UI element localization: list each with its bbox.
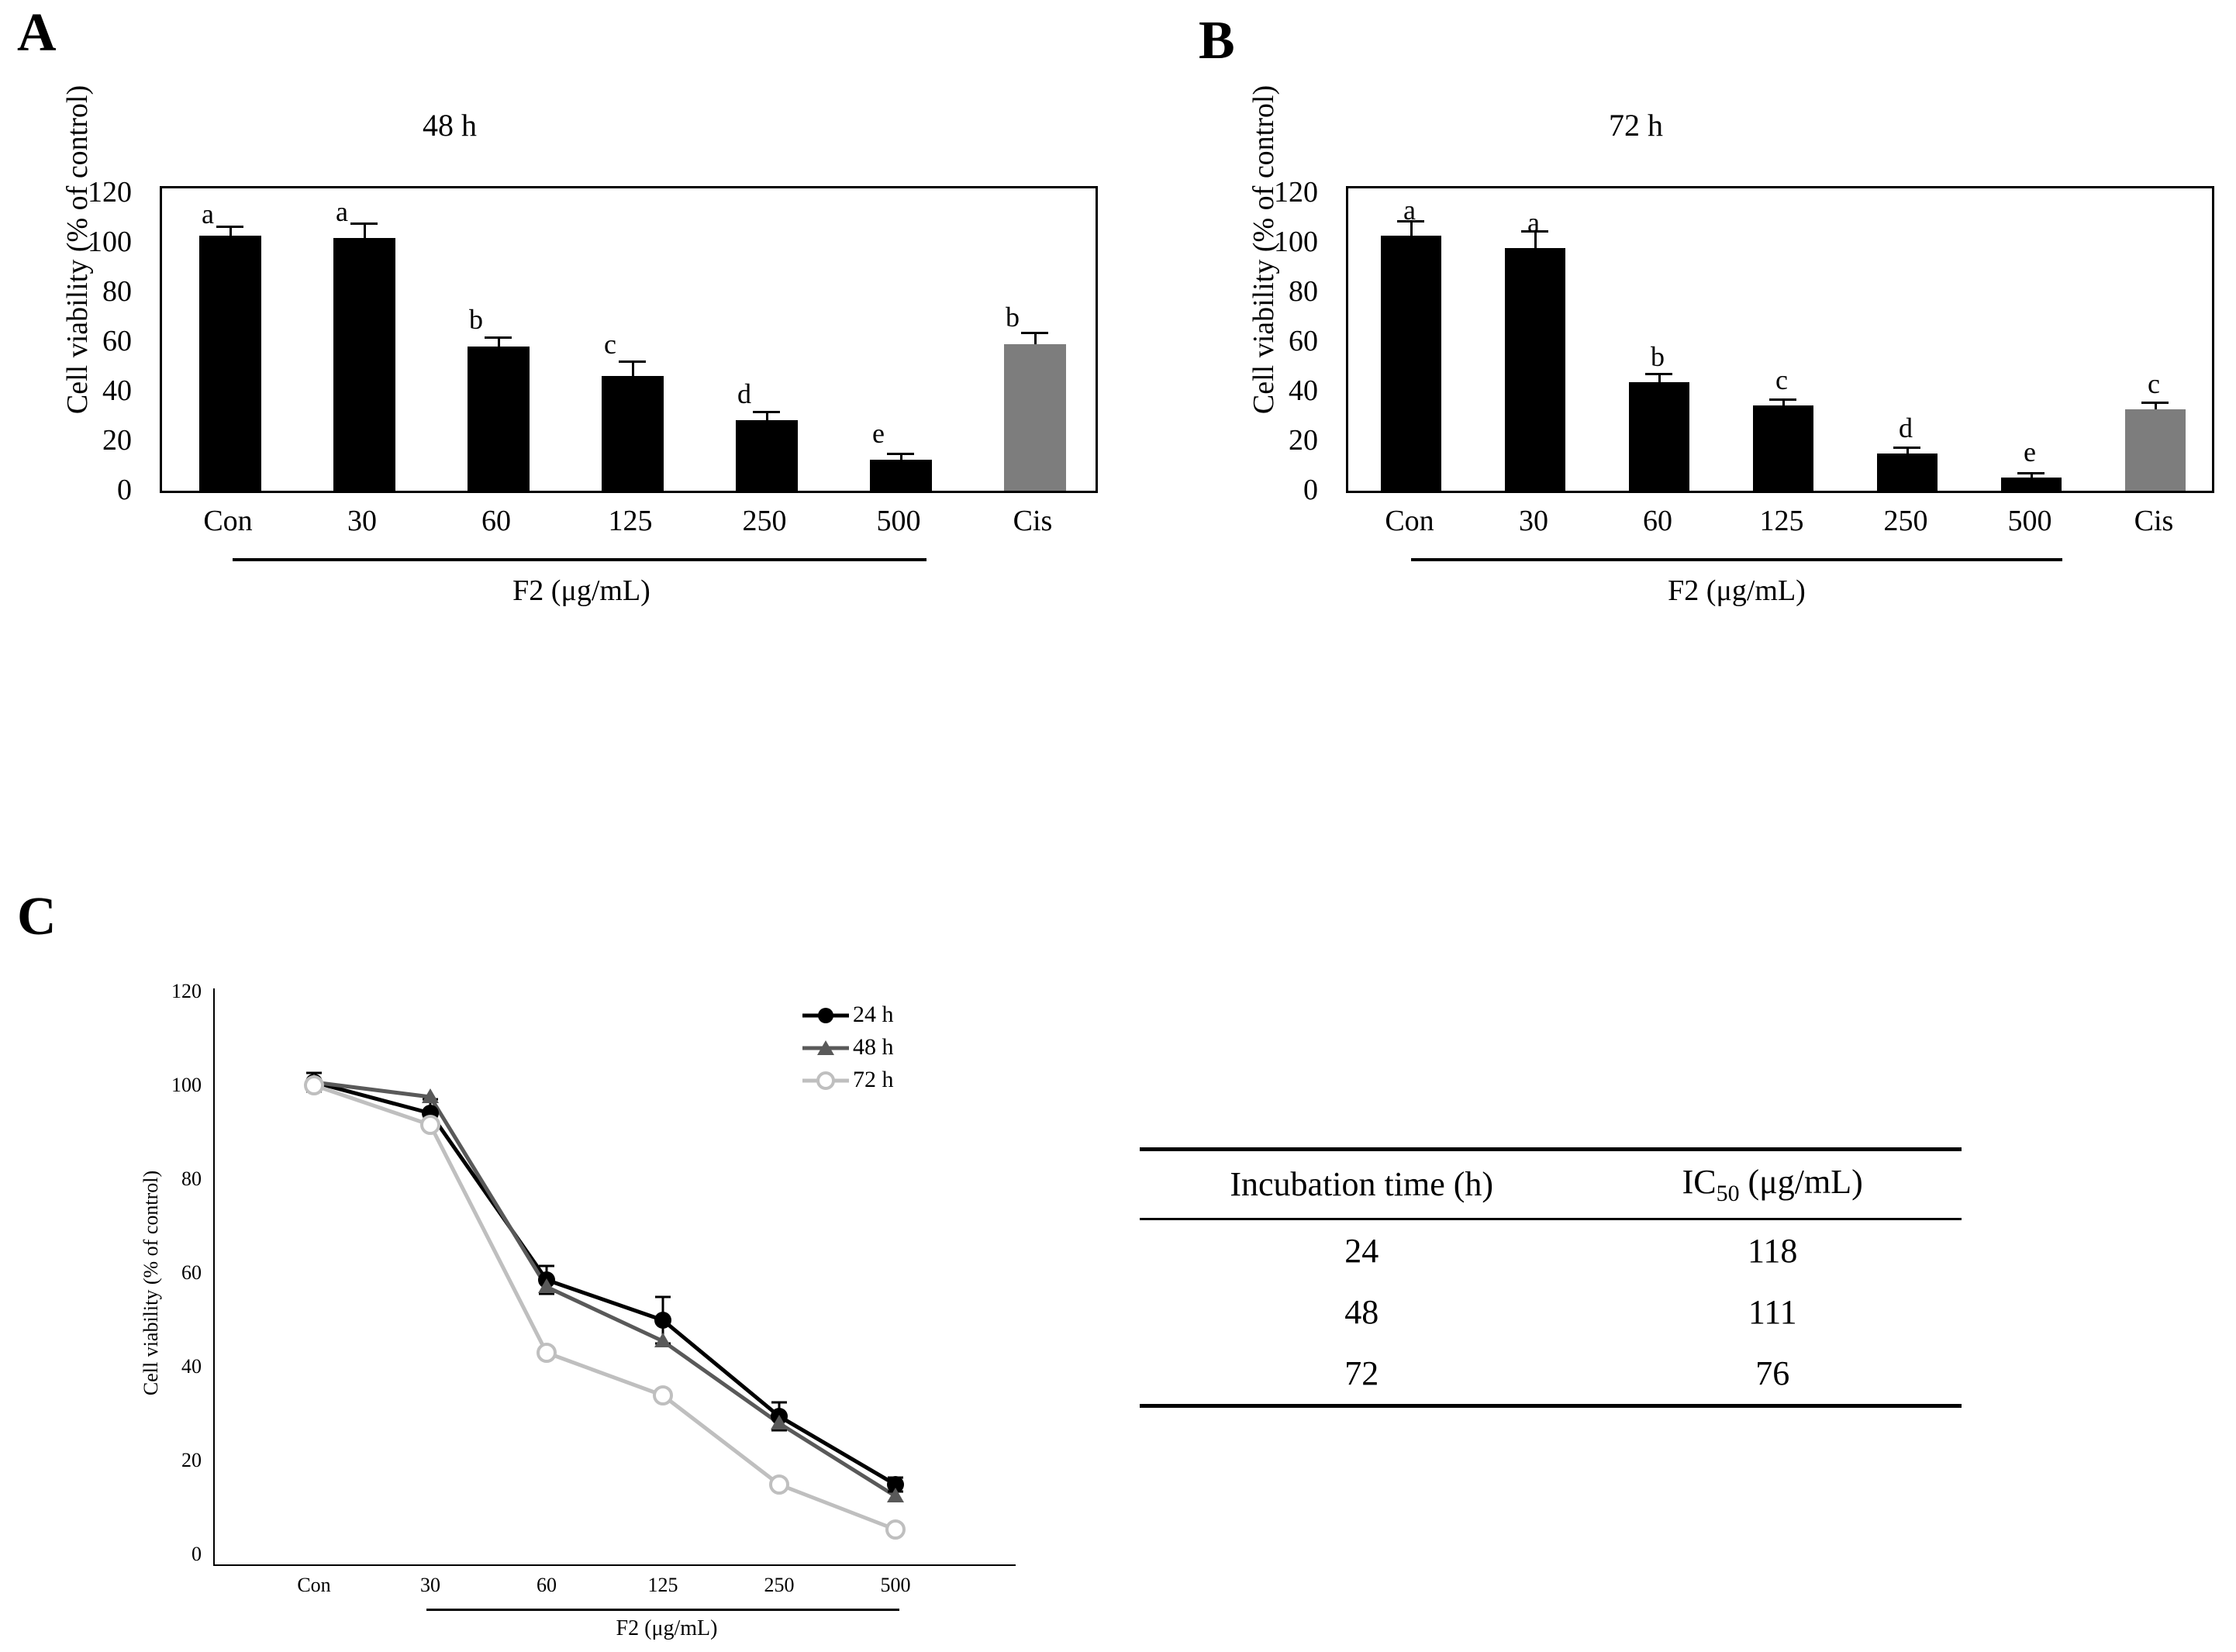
panel-a-err-cis — [1034, 334, 1037, 344]
table-cell-time-72: 72 — [1344, 1354, 1379, 1392]
panel-c-cat-60: 60 — [537, 1574, 557, 1596]
panel-a-sig-125: c — [604, 329, 616, 360]
panel-a-sig-30: a — [336, 196, 348, 227]
panel-c-group-bracket — [426, 1609, 899, 1611]
panel-b-sig-60: b — [1651, 341, 1665, 372]
panel-b-errcap-125 — [1769, 398, 1796, 401]
panel-b-bar-cis — [2125, 409, 2186, 491]
panel-c-ytick-120: 120 — [171, 980, 202, 1002]
panel-b-bar-con — [1381, 236, 1441, 491]
panel-b-sig-con: a — [1403, 195, 1416, 226]
panel-b-err-60 — [1658, 375, 1661, 382]
panel-c-cat-125: 125 — [647, 1574, 678, 1596]
panel-c-legend-48h: 48 h — [853, 1034, 894, 1060]
panel-a-errcap-500 — [887, 453, 914, 455]
panel-c-group-label: F2 (μg/mL) — [616, 1616, 718, 1640]
panel-b-sig-cis: c — [2148, 368, 2160, 399]
table-cell-ic50-72: 76 — [1755, 1354, 1790, 1392]
panel-a-errcap-125 — [619, 360, 646, 363]
table-row — [1140, 1343, 1962, 1406]
panel-a-bar-60 — [468, 347, 530, 491]
panel-b-cat-500: 500 — [2007, 505, 2052, 537]
panel-b-cat-250: 250 — [1883, 505, 1928, 537]
panel-c-ytick-80: 80 — [181, 1167, 202, 1190]
panel-a-ytick-60: 60 — [102, 325, 132, 357]
panel-c-cat-con: Con — [297, 1574, 331, 1596]
panel-a-y-axis-label: Cell viability (% of control) — [61, 84, 94, 415]
panel-c-legend-72h: 72 h — [853, 1067, 894, 1092]
table-header-ic50 — [1583, 1150, 1962, 1219]
panel-a-group-bracket — [233, 558, 926, 561]
panel-b-errcap-500 — [2017, 472, 2044, 474]
panel-a-err-250 — [766, 413, 768, 420]
panel-a-bar-250 — [736, 420, 798, 491]
panel-b-ytick-20: 20 — [1289, 424, 1318, 457]
panel-c-line-plot — [213, 988, 1020, 1570]
panel-a-errcap-250 — [753, 411, 780, 413]
panel-a-cat-500: 500 — [876, 505, 921, 537]
panel-b-cat-60: 60 — [1643, 505, 1672, 537]
ic50-units: (μg/mL) — [1739, 1163, 1863, 1201]
panel-a-ytick-40: 40 — [102, 374, 132, 407]
panel-b-cat-30: 30 — [1519, 505, 1548, 537]
panel-c-ytick-0: 0 — [192, 1543, 202, 1565]
table-cell-ic50-48: 111 — [1748, 1292, 1797, 1331]
panel-b-errcap-cis — [2141, 402, 2169, 404]
panel-a-sig-500: e — [872, 418, 885, 449]
table-cell-time-48: 48 — [1344, 1292, 1379, 1331]
panel-b-err-125 — [1782, 401, 1785, 405]
panel-a-bar-30 — [333, 238, 395, 491]
panel-c-ytick-20: 20 — [181, 1449, 202, 1471]
panel-b-ytick-120: 120 — [1274, 176, 1318, 209]
panel-b-letter: B — [1199, 11, 1235, 71]
panel-b-ytick-60: 60 — [1289, 325, 1318, 357]
panel-c-ytick-40: 40 — [181, 1355, 202, 1378]
panel-b-err-250 — [1906, 449, 1909, 454]
panel-b-err-cis — [2155, 404, 2157, 409]
panel-b-sig-125: c — [1775, 364, 1788, 395]
panel-a-letter: A — [17, 3, 57, 63]
panel-a-bar-125 — [602, 376, 664, 491]
panel-b-cat-125: 125 — [1759, 505, 1804, 537]
panel-b-bar-125 — [1753, 405, 1813, 491]
panel-b-y-axis-label: Cell viability (% of control) — [1247, 84, 1280, 415]
panel-a-sig-60: b — [469, 304, 483, 335]
panel-b-ytick-0: 0 — [1303, 474, 1318, 506]
panel-a-bar-cis — [1004, 344, 1066, 491]
table-header-incubation-time: Incubation time (h) — [1230, 1165, 1494, 1204]
table-cell-ic50-24: 118 — [1748, 1231, 1798, 1270]
panel-a-ytick-100: 100 — [88, 226, 132, 258]
panel-b-group-bracket — [1411, 558, 2062, 561]
panel-b-title: 72 h — [1609, 108, 1663, 143]
panel-a-sig-con: a — [202, 198, 214, 229]
panel-a-cat-60: 60 — [481, 505, 511, 537]
panel-a-err-60 — [498, 339, 500, 347]
panel-b-errcap-60 — [1645, 373, 1672, 375]
panel-b-errcap-250 — [1893, 447, 1920, 449]
panel-c-ytick-100: 100 — [171, 1074, 202, 1096]
panel-a-ytick-80: 80 — [102, 275, 132, 308]
panel-b-cat-cis: Cis — [2134, 505, 2174, 537]
panel-a-err-125 — [632, 363, 634, 376]
panel-b-sig-500: e — [2024, 436, 2036, 467]
panel-b-sig-30: a — [1527, 207, 1540, 238]
panel-b-bar-500 — [2001, 478, 2062, 491]
table-row — [1140, 1219, 1962, 1281]
panel-b-plot-area — [1346, 186, 2214, 493]
panel-a-title: 48 h — [423, 108, 477, 143]
panel-b-ytick-40: 40 — [1289, 374, 1318, 407]
panel-a-err-500 — [900, 455, 902, 460]
panel-b-ytick-80: 80 — [1289, 275, 1318, 308]
panel-c-cat-500: 500 — [880, 1574, 911, 1596]
panel-b-bar-60 — [1629, 382, 1689, 491]
panel-a-cat-cis: Cis — [1013, 505, 1053, 537]
panel-a-ytick-120: 120 — [88, 176, 132, 209]
ic50-table — [1140, 1147, 1962, 1408]
panel-c-letter: C — [17, 887, 57, 947]
panel-a-bar-500 — [870, 460, 932, 491]
table-cell-time-24: 24 — [1344, 1231, 1379, 1270]
panel-c-ytick-60: 60 — [181, 1261, 202, 1284]
panel-a-cat-con: Con — [203, 505, 253, 537]
ic50-subscript: 50 — [1716, 1180, 1740, 1206]
table-header-row — [1140, 1150, 1962, 1219]
panel-a-cat-30: 30 — [347, 505, 377, 537]
panel-b-bar-30 — [1505, 248, 1565, 491]
panel-b-sig-250: d — [1899, 412, 1913, 443]
table-row — [1140, 1281, 1962, 1343]
panel-c-legend-24h: 24 h — [853, 1002, 894, 1027]
panel-a-cat-250: 250 — [742, 505, 787, 537]
panel-b-ytick-100: 100 — [1274, 226, 1318, 258]
panel-a-bar-con — [199, 236, 261, 491]
panel-b-bar-250 — [1877, 454, 1938, 491]
panel-c-cat-30: 30 — [420, 1574, 440, 1596]
panel-a-errcap-60 — [485, 336, 512, 339]
panel-b-err-500 — [2031, 474, 2033, 478]
panel-a-group-label: F2 (μg/mL) — [512, 574, 650, 607]
panel-a-ytick-20: 20 — [102, 424, 132, 457]
panel-a-sig-250: d — [737, 378, 751, 409]
panel-c-y-axis-label: Cell viability (% of control) — [140, 1170, 162, 1396]
panel-c-cat-250: 250 — [764, 1574, 795, 1596]
panel-a-cat-125: 125 — [608, 505, 653, 537]
panel-b-cat-con: Con — [1385, 505, 1434, 537]
ic50-prefix: IC — [1682, 1163, 1717, 1201]
panel-a-sig-cis: b — [1006, 302, 1020, 333]
panel-b-group-label: F2 (μg/mL) — [1668, 574, 1806, 607]
panel-a-ytick-0: 0 — [117, 474, 132, 506]
